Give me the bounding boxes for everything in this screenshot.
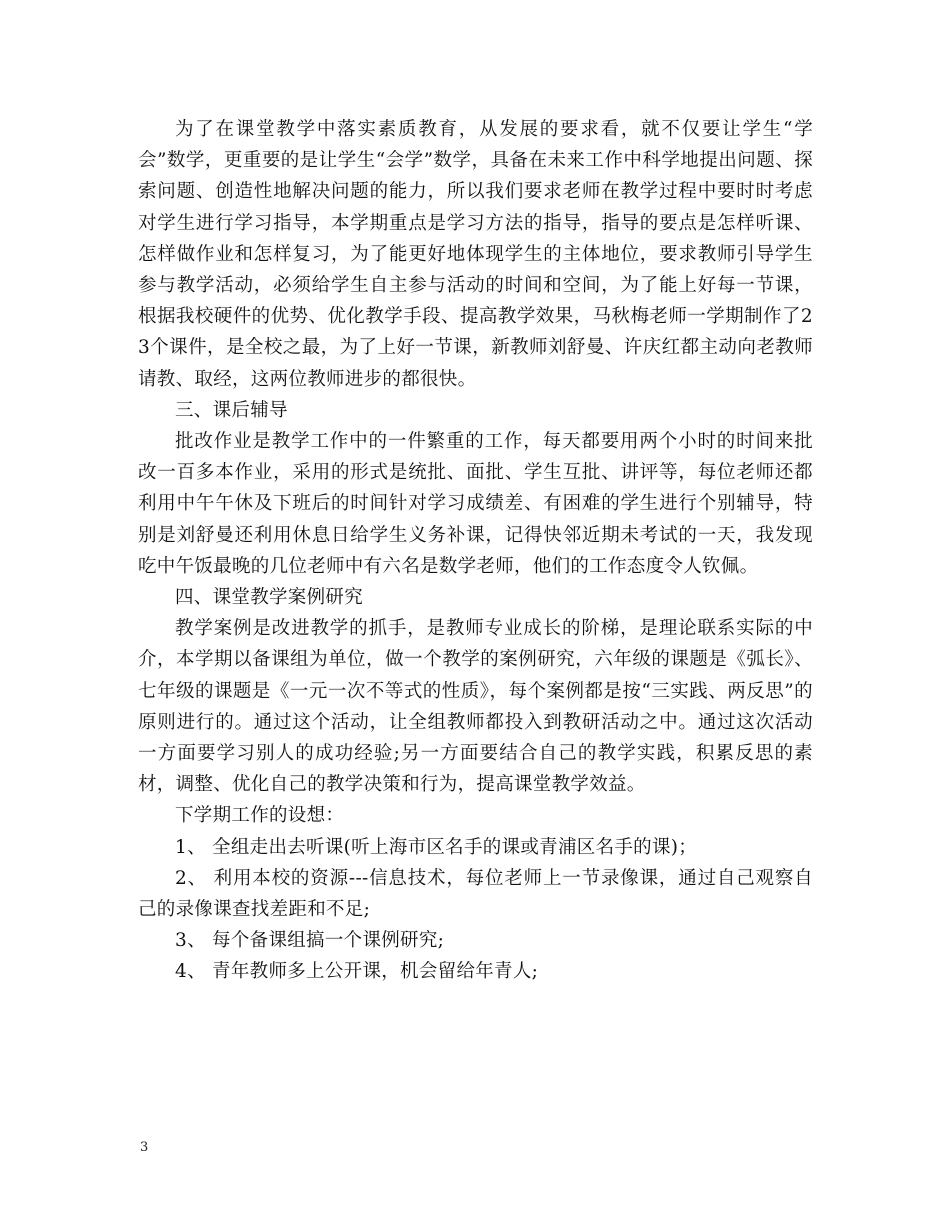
section-heading-after-class-tutoring: 三、课后辅导 — [175, 399, 288, 421]
paragraph-homework-grading: 批改作业是教学工作中的一件繁重的工作，每天都要用两个小时的时间来批改一百多本作业，采用的形式是统批、面批、学生互批、讲评等，每位老师还都利用中午午休及下班后的时间针对学习成绩差、有困难的学生进行个别辅导，特别是刘舒曼还利用休息日给学生义务补课，记得快邻近期未考试的一天，我发现吃中午饭最晚的几位老师中有六名是数学老师，他们的工作态度令人钦佩。 — [138, 431, 813, 577]
page-number: 3 — [140, 1140, 149, 1155]
list-item-1: 1、 全组走出去听课(听上海市区名手的课或青浦区名手的课)； — [175, 836, 698, 858]
paragraph-teaching-guidance: 为了在课堂教学中落实素质教育，从发展的要求看，就不仅要让学生“学会”数学，更重要的是让学生“会学”数学，具备在未来工作中科学地提出问题、探索问题、创造性地解决问题的能力，所以我们要求老师在教学过程中要时时考虑对学生进行学习指导，本学期重点是学习方法的指导，指导的要点是怎样听课、怎样做作业和怎样复习，为了能更好地体现学生的主体地位，要求教师引导学生参与教学活动，必须给学生自主参与活动的时间和空间，为了能上好每一节课，根据我校硬件的优势、优化教学手段、提高教学效果，马秋梅老师一学期制作了23个课件，是全校之最，为了上好一节课，新教师刘舒曼、许庆红都主动向老教师请教、取经，这两位教师进步的都很快。 — [138, 119, 813, 390]
list-item-3: 3、 每个备课组搞一个课例研究; — [175, 930, 445, 952]
list-item-2: 2、 利用本校的资源---信息技术，每位老师上一节录像课，通过自己观察自己的录像课查找差距和不足; — [138, 867, 813, 921]
document-body — [138, 114, 813, 988]
section-heading-case-study: 四、课堂教学案例研究 — [175, 587, 364, 609]
section-heading-next-semester: 下学期工作的设想： — [175, 805, 345, 827]
paragraph-case-study: 教学案例是改进教学的抓手，是教师专业成长的阶梯，是理论联系实际的中介，本学期以备课组为单位，做一个教学的案例研究，六年级的课题是《弧长》、七年级的课题是《一元一次不等式的性质》，每个案例都是按“三实践、两反思”的原则进行的。通过这个活动，让全组教师都投入到教研活动之中。通过这次活动一方面要学习别人的成功经验;另一方面要结合自己的教学实践，积累反思的素材，调整、优化自己的教学决策和行为，提高课堂教学效益。 — [138, 618, 813, 796]
list-item-4: 4、 青年教师多上公开课，机会留给年青人; — [175, 961, 539, 983]
